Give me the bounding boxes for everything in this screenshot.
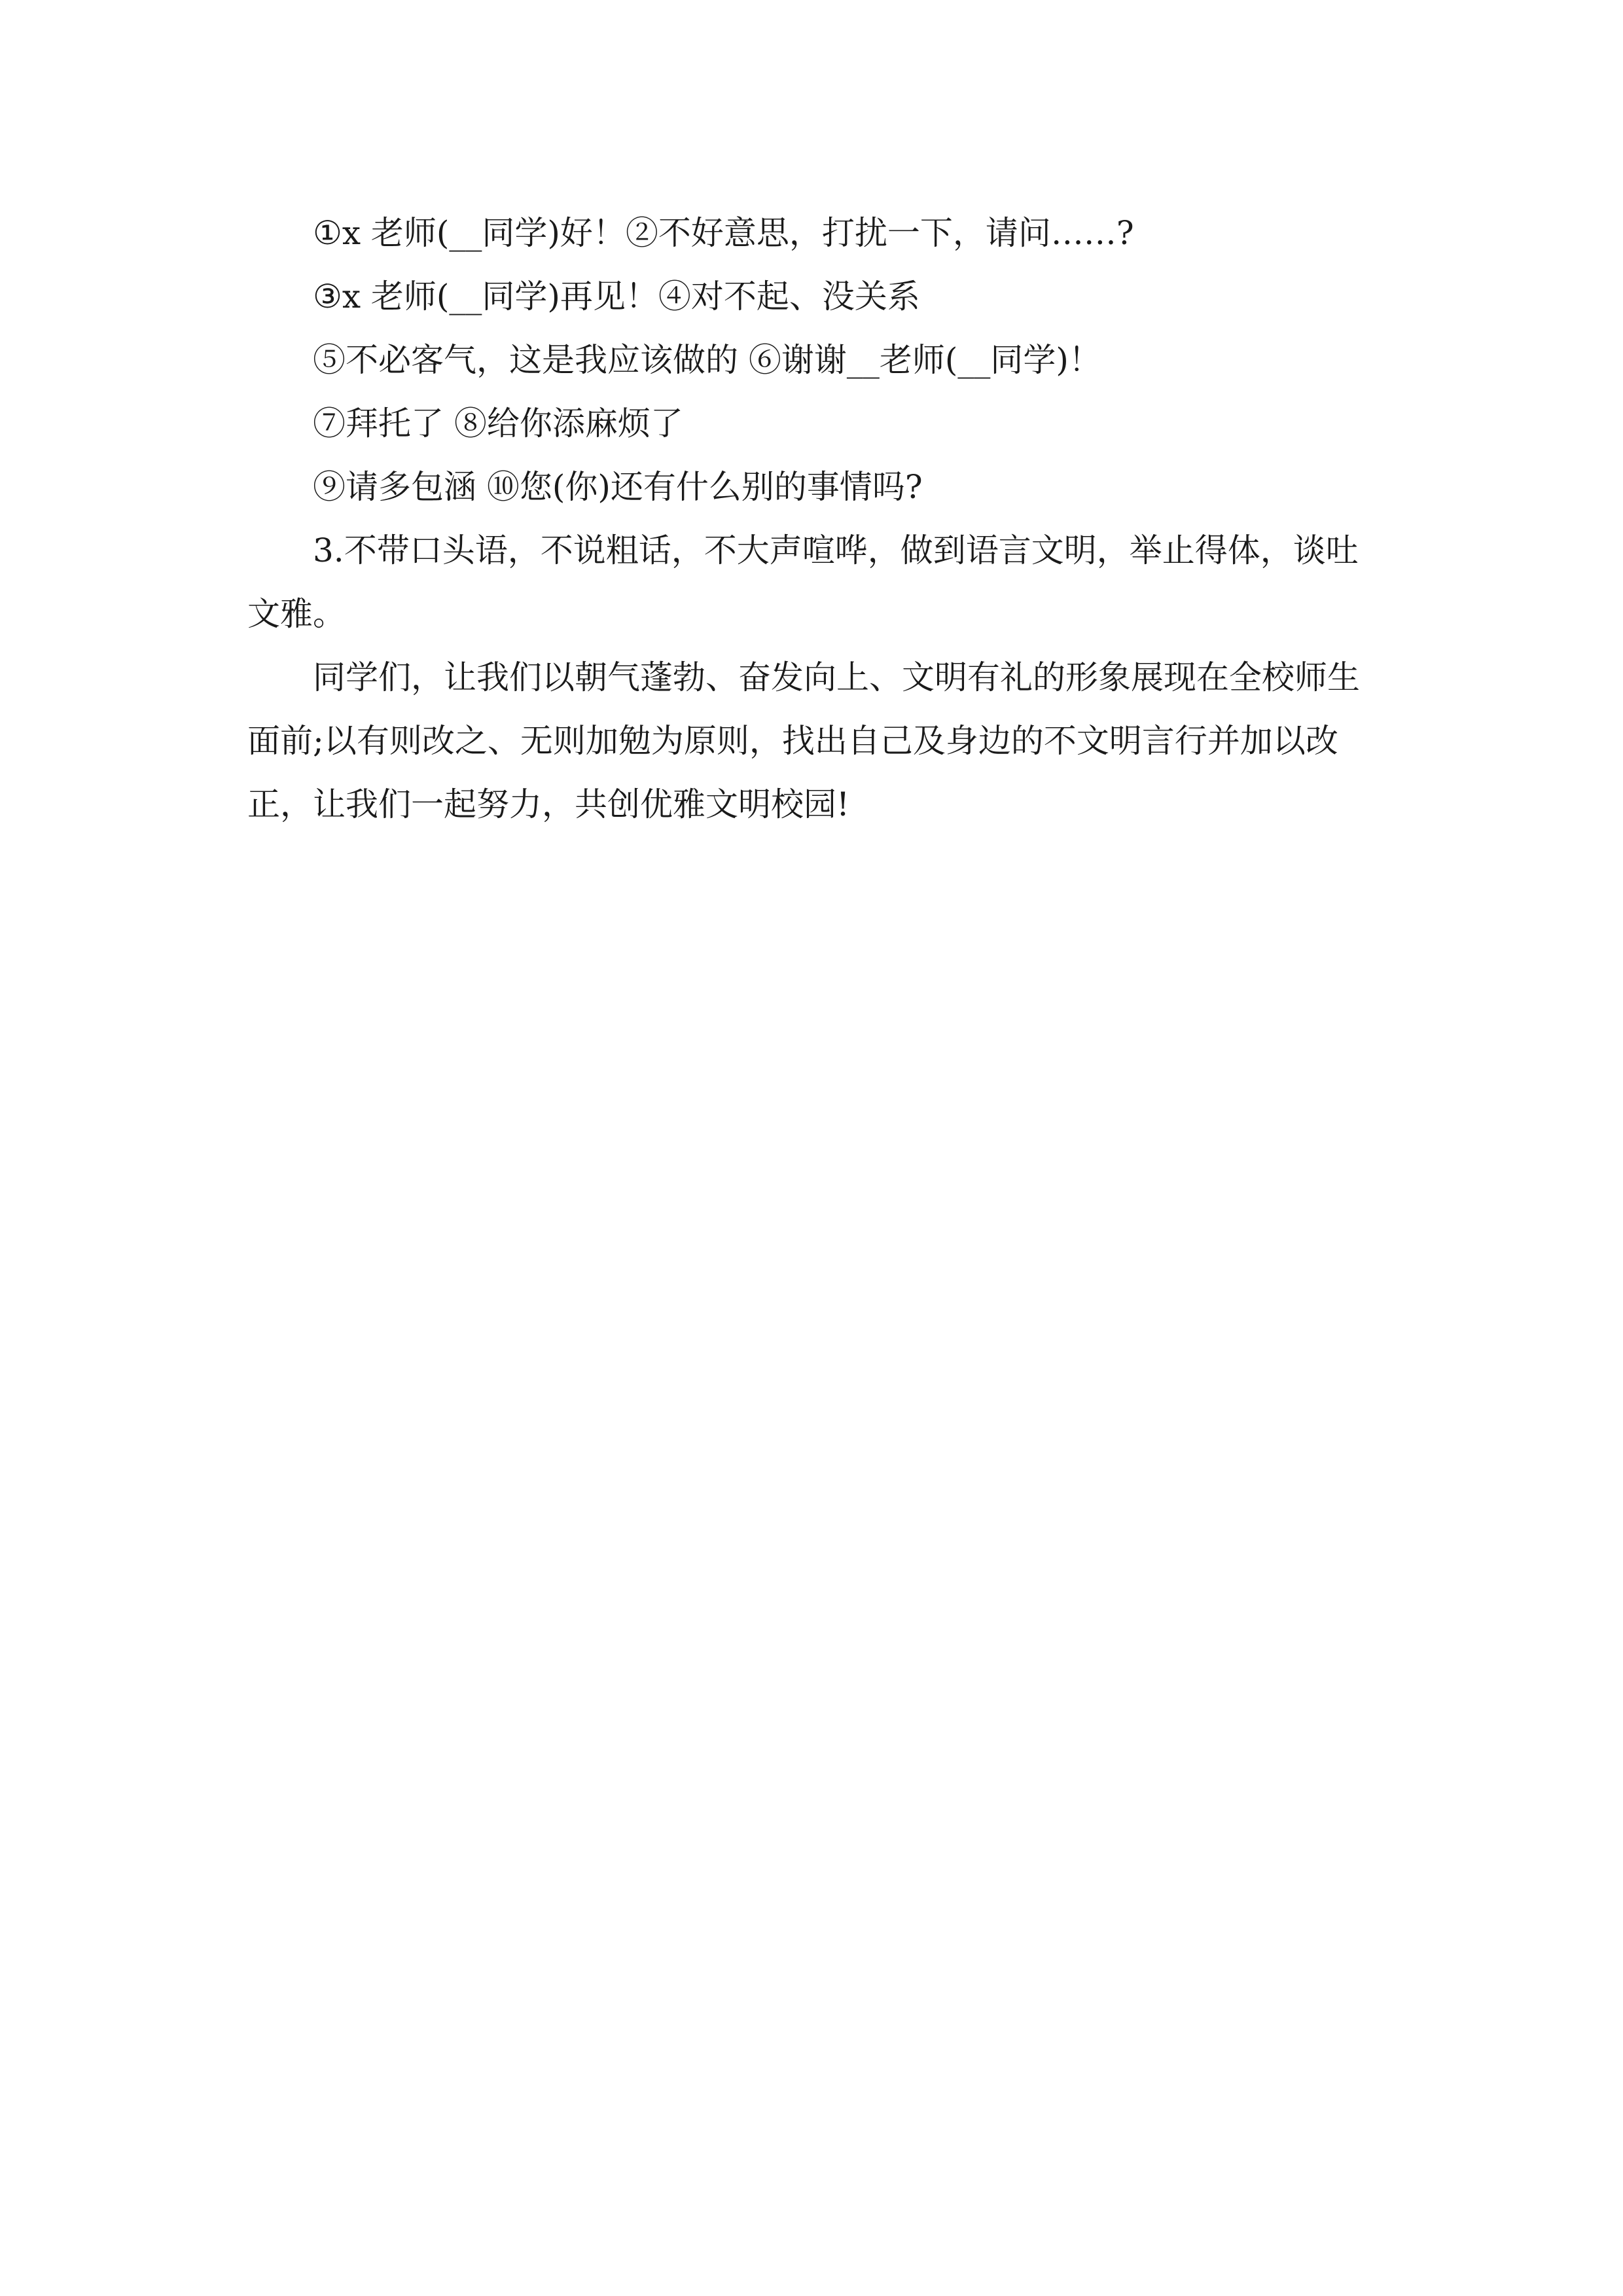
paragraph-greetings-4: ⑦拜托了 ⑧给你添麻烦了 (313, 404, 683, 442)
paragraph-rule-3: 3.不带口头语，不说粗话，不大声喧哗，做到语言文明，举止得体，谈吐文雅。 (247, 531, 1359, 633)
paragraph-greetings-3: ⑤不必客气，这是我应该做的 ⑥谢谢__老师(__同学)！ (313, 341, 1101, 379)
paragraph-greetings-1: ①x 老师(__同学)好！②不好意思，打扰一下，请问……? (313, 214, 1134, 252)
paragraph-closing: 同学们，让我们以朝气蓬勃、奋发向上、文明有礼的形象展现在全校师生面前;以有则改之、无则加勉为原则，找出自己及身边的不文明言行并加以改正，让我们一起努力，共创优雅文明校园! (247, 658, 1360, 823)
paragraph-greetings-2: ③x 老师(__同学)再见！④对不起、没关系 (313, 278, 920, 315)
paragraph-greetings-5: ⑨请多包涵 ⑩您(你)还有什么别的事情吗? (313, 468, 923, 506)
document-body (247, 202, 1380, 836)
